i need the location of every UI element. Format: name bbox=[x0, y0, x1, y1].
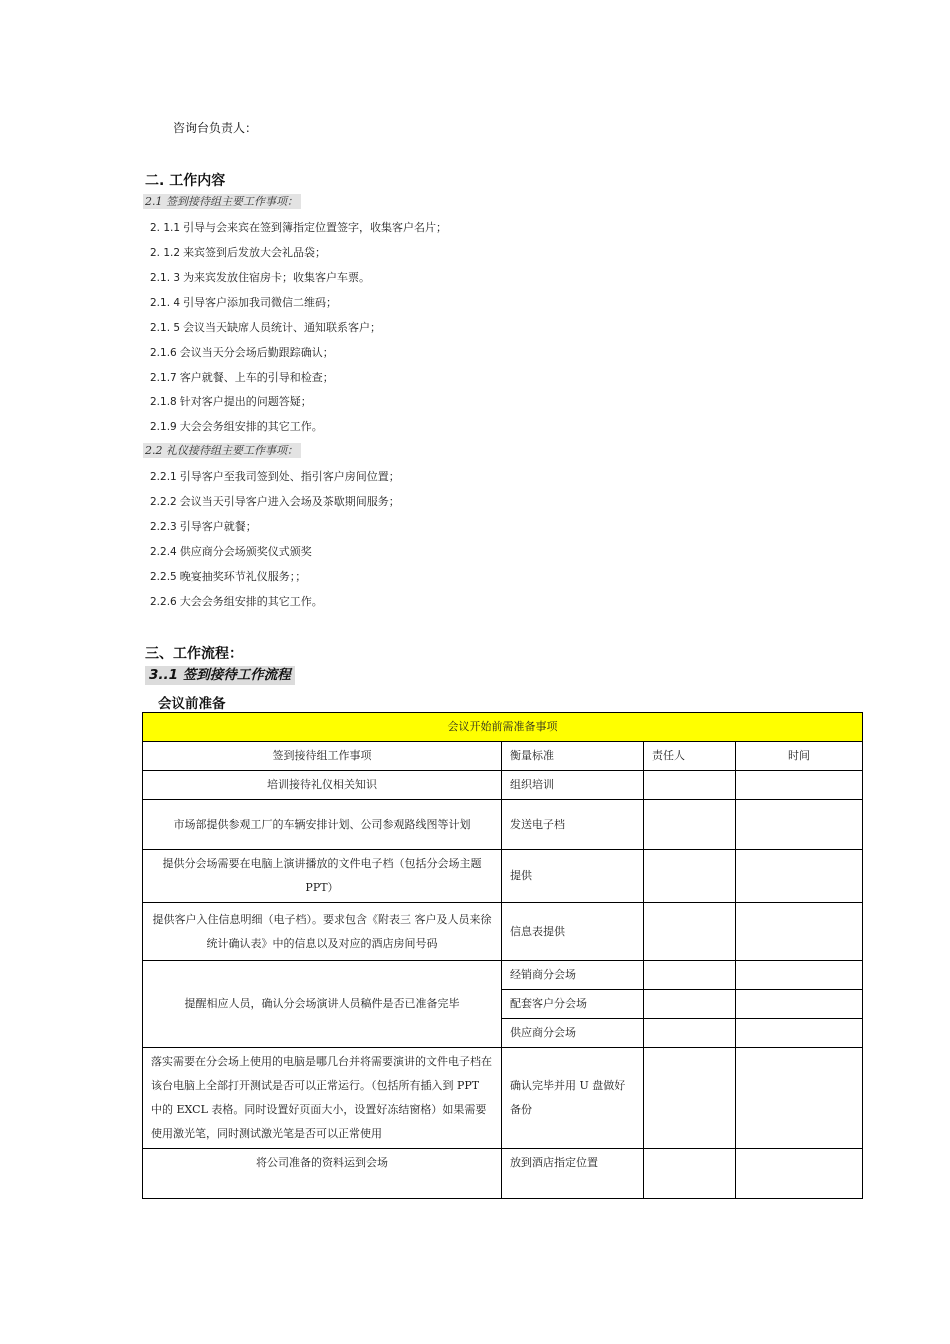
time-cell bbox=[736, 990, 863, 1019]
time-cell bbox=[736, 961, 863, 990]
table-banner: 会议开始前需准备事项 bbox=[143, 713, 863, 742]
section-2-title: 二. 工作内容 bbox=[145, 173, 226, 189]
table-banner-row bbox=[143, 713, 863, 742]
standard-cell: 信息表提供 bbox=[502, 903, 644, 961]
standard-cell: 放到酒店指定位置 bbox=[502, 1149, 644, 1199]
owner-cell bbox=[644, 961, 736, 990]
list-item: 2. 1.1 引导与会来宾在签到簿指定位置签字，收集客户名片； bbox=[150, 221, 448, 234]
list-item: 2.2.3 引导客户就餐； bbox=[150, 520, 257, 533]
standard-cell: 供应商分会场 bbox=[502, 1019, 644, 1048]
list-item: 2.1.8 针对客户提出的问题答疑； bbox=[150, 395, 312, 408]
sub-3-1-title: 3..1 签到接待工作流程 bbox=[145, 666, 295, 685]
standard-cell: 组织培训 bbox=[502, 771, 644, 800]
time-cell bbox=[736, 1019, 863, 1048]
header-owner: 责任人 bbox=[644, 742, 736, 771]
time-cell bbox=[736, 1149, 863, 1199]
list-item: 2.1.9 大会会务组安排的其它工作。 bbox=[150, 420, 323, 433]
standard-cell: 配套客户分会场 bbox=[502, 990, 644, 1019]
standard-cell: 提供 bbox=[502, 850, 644, 903]
owner-cell bbox=[644, 903, 736, 961]
task-cell: 提供客户入住信息明细（电子档）。要求包含《附表三 客户及人员来徐统计确认表》中的信息以及对应的酒店房间号码 bbox=[143, 903, 502, 961]
prep-title: 会议前准备 bbox=[158, 696, 226, 712]
list-item: 2.2.4 供应商分会场颁奖仪式颁奖 bbox=[150, 545, 312, 558]
header-standard: 衡量标准 bbox=[502, 742, 644, 771]
task-cell: 提供分会场需要在电脑上演讲播放的文件电子档（包括分会场主题 PPT） bbox=[143, 850, 502, 903]
task-cell: 提醒相应人员，确认分会场演讲人员稿件是否已准备完毕 bbox=[143, 961, 502, 1048]
task-cell: 落实需要在分会场上使用的电脑是哪几台并将需要演讲的文件电子档在该台电脑上全部打开测试是否可以正常运行。（包括所有插入到 PPT 中的 EXCL 表格。同时设置好页面大小，设置好冻结窗格）如果需要使用激光笔，同时测试激光笔是否可以正常使用 bbox=[143, 1048, 502, 1149]
table-row bbox=[143, 771, 863, 800]
time-cell bbox=[736, 771, 863, 800]
standard-cell: 确认完毕并用 U 盘做好备份 bbox=[502, 1048, 644, 1149]
list-item: 2.2.5 晚宴抽奖环节礼仪服务；； bbox=[150, 570, 307, 583]
standard-cell: 经销商分会场 bbox=[502, 961, 644, 990]
time-cell bbox=[736, 850, 863, 903]
table-row bbox=[143, 903, 863, 961]
owner-cell bbox=[644, 800, 736, 850]
standard-cell: 发送电子档 bbox=[502, 800, 644, 850]
owner-cell bbox=[644, 990, 736, 1019]
owner-cell bbox=[644, 850, 736, 903]
list-item: 2. 1.2 来宾签到后发放大会礼品袋； bbox=[150, 246, 327, 259]
section-3-title: 三、工作流程： bbox=[145, 646, 243, 662]
table-row bbox=[143, 961, 863, 990]
prep-table bbox=[142, 712, 863, 1199]
task-cell: 市场部提供参观工厂的车辆安排计划、公司参观路线图等计划 bbox=[143, 800, 502, 850]
time-cell bbox=[736, 1048, 863, 1149]
header-time: 时间 bbox=[736, 742, 863, 771]
owner-cell bbox=[644, 1048, 736, 1149]
table-row bbox=[143, 1048, 863, 1149]
list-item: 2.2.6 大会会务组安排的其它工作。 bbox=[150, 595, 323, 608]
header-task: 签到接待组工作事项 bbox=[143, 742, 502, 771]
owner-cell bbox=[644, 1019, 736, 1048]
list-item: 2.2.1 引导客户至我司签到处、指引客户房间位置； bbox=[150, 470, 400, 483]
task-cell: 培训接待礼仪相关知识 bbox=[143, 771, 502, 800]
list-item: 2.1. 4 引导客户添加我司微信二维码； bbox=[150, 296, 338, 309]
time-cell bbox=[736, 800, 863, 850]
list-item: 2.1. 3 为来宾发放住宿房卡；收集客户车票。 bbox=[150, 271, 371, 284]
table-row bbox=[143, 850, 863, 903]
sub-2-1-title: 2.1 签到接待组主要工作事项： bbox=[143, 194, 301, 209]
list-item: 2.2.2 会议当天引导客户进入会场及茶歇期间服务； bbox=[150, 495, 400, 508]
time-cell bbox=[736, 903, 863, 961]
consult-desk-label: 咨询台负责人： bbox=[173, 121, 258, 135]
sub-2-2-title: 2.2 礼仪接待组主要工作事项： bbox=[143, 443, 301, 458]
table-row bbox=[143, 800, 863, 850]
task-cell: 将公司准备的资料运到会场 bbox=[143, 1149, 502, 1199]
table-row bbox=[143, 1149, 863, 1199]
list-item: 2.1. 5 会议当天缺席人员统计、通知联系客户； bbox=[150, 321, 382, 334]
list-item: 2.1.7 客户就餐、上车的引导和检查； bbox=[150, 371, 334, 384]
owner-cell bbox=[644, 1149, 736, 1199]
owner-cell bbox=[644, 771, 736, 800]
table-header-row bbox=[143, 742, 863, 771]
list-item: 2.1.6 会议当天分会场后勤跟踪确认； bbox=[150, 346, 334, 359]
